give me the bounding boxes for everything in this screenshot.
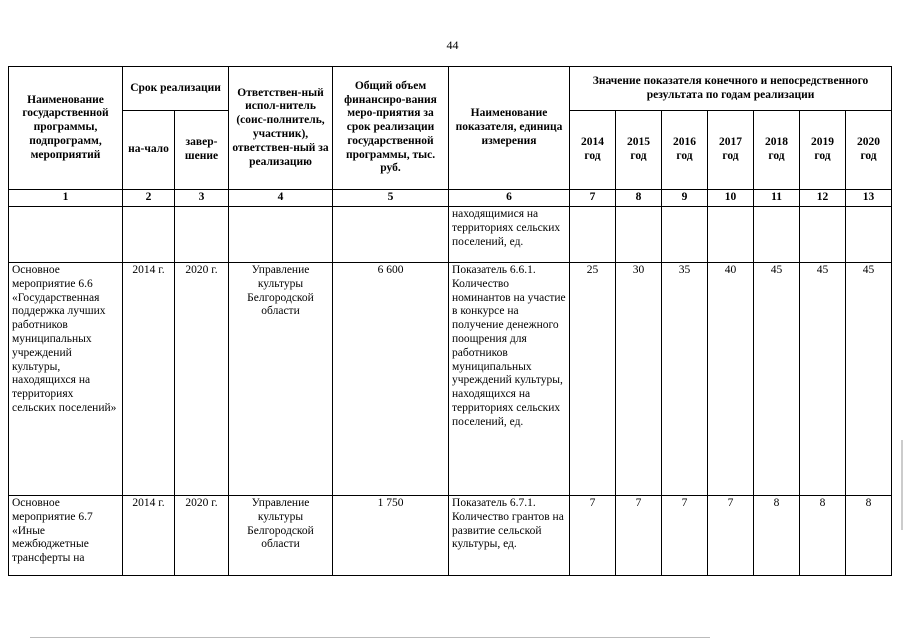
column-number: 2 (123, 190, 175, 207)
row-value (754, 207, 800, 263)
row-value (616, 207, 662, 263)
row-value-2020: 8 (846, 496, 892, 576)
row-start: 2014 г. (123, 496, 175, 576)
row-value-2020: 45 (846, 263, 892, 496)
header-year-2018: 2018 год (754, 111, 800, 190)
row-start: 2014 г. (123, 263, 175, 496)
header-values: Значение показателя конечного и непосредственного результата по годам реализации (570, 67, 892, 111)
scan-edge-line (30, 637, 710, 638)
row-value-2015: 7 (616, 496, 662, 576)
column-number: 9 (662, 190, 708, 207)
row-executor (229, 207, 333, 263)
header-indicator: Наименование показателя, единица измерения (449, 67, 570, 190)
row-value-2014: 7 (570, 496, 616, 576)
row-value (800, 207, 846, 263)
row-funding: 6 600 (333, 263, 449, 496)
scan-edge-mark (901, 440, 903, 530)
indicators-table (8, 66, 892, 576)
header-term: Срок реализации (123, 67, 229, 111)
row-name: Основное мероприятие 6.7 «Иные межбюджетные трансферты на (9, 496, 123, 576)
header-end: завер-шение (175, 111, 229, 190)
row-indicator: находящимися на территориях сельских поселений, ед. (449, 207, 570, 263)
header-funding: Общий объем финансиро-вания меро-приятия за срок реализации государственной программы, тыс. руб. (333, 67, 449, 190)
row-start (123, 207, 175, 263)
row-name: Основное мероприятие 6.6 «Государственная поддержка лучших работников муниципальных учреждений культуры, находящихся на территориях сельских поселений» (9, 263, 123, 496)
row-value-2017: 7 (708, 496, 754, 576)
row-funding: 1 750 (333, 496, 449, 576)
row-indicator: Показатель 6.7.1. Количество грантов на развитие сельской культуры, ед. (449, 496, 570, 576)
row-value-2014: 25 (570, 263, 616, 496)
row-value (570, 207, 616, 263)
column-number: 10 (708, 190, 754, 207)
row-name (9, 207, 123, 263)
header-year-2015: 2015 год (616, 111, 662, 190)
column-numbers-row (9, 190, 892, 207)
column-number: 12 (800, 190, 846, 207)
row-value-2015: 30 (616, 263, 662, 496)
header-start: на-чало (123, 111, 175, 190)
row-value (662, 207, 708, 263)
column-number: 8 (616, 190, 662, 207)
row-executor: Управление культуры Белгородской области (229, 496, 333, 576)
row-value-2016: 35 (662, 263, 708, 496)
column-number: 3 (175, 190, 229, 207)
column-number: 13 (846, 190, 892, 207)
column-number: 1 (9, 190, 123, 207)
header-program-name: Наименование государственной программы, подпрограмм, мероприятий (9, 67, 123, 190)
row-indicator: Показатель 6.6.1. Количество номинантов на участие в конкурсе на получение денежного поощрения для работников муниципальных учреждений культуры, находящихся на территориях сельских поселений, ед. (449, 263, 570, 496)
column-number: 11 (754, 190, 800, 207)
row-value-2017: 40 (708, 263, 754, 496)
page-number: 44 (446, 38, 459, 52)
row-value-2018: 45 (754, 263, 800, 496)
row-end: 2020 г. (175, 496, 229, 576)
table-row (9, 496, 892, 576)
row-value-2018: 8 (754, 496, 800, 576)
header-executor: Ответствен-ный испол-нитель (соис-полнитель, участник), ответствен-ный за реализацию (229, 67, 333, 190)
column-number: 6 (449, 190, 570, 207)
header-year-2014: 2014 год (570, 111, 616, 190)
header-year-2016: 2016 год (662, 111, 708, 190)
header-year-2017: 2017 год (708, 111, 754, 190)
row-value-2019: 8 (800, 496, 846, 576)
table-row (9, 207, 892, 263)
column-number: 7 (570, 190, 616, 207)
column-number: 5 (333, 190, 449, 207)
row-end: 2020 г. (175, 263, 229, 496)
row-value-2016: 7 (662, 496, 708, 576)
header-year-2019: 2019 год (800, 111, 846, 190)
header-year-2020: 2020 год (846, 111, 892, 190)
column-number: 4 (229, 190, 333, 207)
row-executor: Управление культуры Белгородской области (229, 263, 333, 496)
row-value (846, 207, 892, 263)
row-value-2019: 45 (800, 263, 846, 496)
row-end (175, 207, 229, 263)
table-row (9, 263, 892, 496)
row-value (708, 207, 754, 263)
row-funding (333, 207, 449, 263)
